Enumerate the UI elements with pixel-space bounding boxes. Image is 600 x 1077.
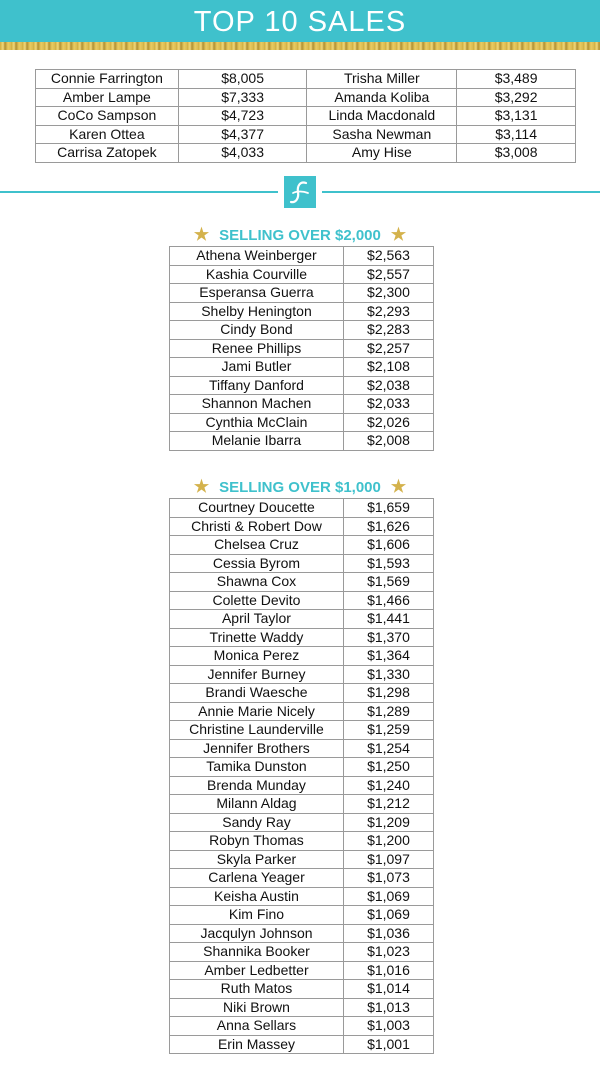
table-row	[170, 610, 434, 629]
seller-name: Cindy Bond	[170, 321, 344, 340]
sales-amount: $1,298	[343, 684, 433, 703]
sales-amount: $1,569	[343, 573, 433, 592]
sales-amount: $1,014	[343, 980, 433, 999]
table-row	[36, 70, 576, 89]
table-row	[170, 943, 434, 962]
seller-name: Trisha Miller	[307, 70, 457, 89]
table-row	[170, 850, 434, 869]
table-row	[170, 702, 434, 721]
table-row	[170, 813, 434, 832]
seller-name: Shannon Machen	[170, 395, 344, 414]
sales-amount: $2,293	[343, 302, 433, 321]
sales-amount: $1,097	[343, 850, 433, 869]
sales-amount: $1,240	[343, 776, 433, 795]
seller-name: Niki Brown	[170, 998, 344, 1017]
section-title-over-2000	[0, 225, 600, 245]
seller-name: Melanie Ibarra	[170, 432, 344, 451]
sales-amount: $1,073	[343, 869, 433, 888]
top-10-table	[35, 69, 576, 163]
sales-amount: $1,330	[343, 665, 433, 684]
table-row	[170, 376, 434, 395]
sales-amount: $3,292	[457, 88, 576, 107]
sales-amount: $1,069	[343, 887, 433, 906]
seller-name: Ruth Matos	[170, 980, 344, 999]
table-row	[170, 554, 434, 573]
sales-amount: $2,283	[343, 321, 433, 340]
sales-amount: $1,003	[343, 1017, 433, 1036]
table-row	[170, 998, 434, 1017]
sales-amount: $3,008	[457, 144, 576, 163]
sales-amount: $1,013	[343, 998, 433, 1017]
table-row	[170, 776, 434, 795]
sales-amount: $1,001	[343, 1035, 433, 1054]
seller-name: Cynthia McClain	[170, 413, 344, 432]
seller-name: Carlena Yeager	[170, 869, 344, 888]
gold-glitter-border	[0, 42, 600, 50]
sales-amount: $1,593	[343, 554, 433, 573]
star-icon: ★	[390, 225, 407, 244]
sales-amount: $3,131	[457, 107, 576, 126]
table-row	[170, 432, 434, 451]
table-row	[170, 684, 434, 703]
table-row	[170, 302, 434, 321]
seller-name: Christine Launderville	[170, 721, 344, 740]
divider-line-right	[322, 191, 600, 193]
sales-amount: $2,300	[343, 284, 433, 303]
seller-name: Shannika Booker	[170, 943, 344, 962]
table-row	[170, 980, 434, 999]
sales-amount: $1,289	[343, 702, 433, 721]
seller-name: Athena Weinberger	[170, 247, 344, 266]
seller-name: Carrisa Zatopek	[36, 144, 179, 163]
seller-name: Jennifer Burney	[170, 665, 344, 684]
table-row	[170, 628, 434, 647]
seller-name: Sandy Ray	[170, 813, 344, 832]
seller-name: Renee Phillips	[170, 339, 344, 358]
seller-name: Brandi Waesche	[170, 684, 344, 703]
table-row	[170, 247, 434, 266]
sales-amount: $1,259	[343, 721, 433, 740]
seller-name: Karen Ottea	[36, 125, 179, 144]
seller-name: Brenda Munday	[170, 776, 344, 795]
sales-amount: $1,466	[343, 591, 433, 610]
sales-amount: $1,016	[343, 961, 433, 980]
sales-amount: $4,723	[178, 107, 307, 126]
seller-name: Chelsea Cruz	[170, 536, 344, 555]
seller-name: Jennifer Brothers	[170, 739, 344, 758]
table-row	[36, 88, 576, 107]
section-title-text: SELLING OVER $1,000	[219, 479, 381, 496]
table-row	[170, 758, 434, 777]
star-icon: ★	[193, 225, 210, 244]
seller-name: Connie Farrington	[36, 70, 179, 89]
sales-amount: $2,008	[343, 432, 433, 451]
seller-name: Jami Butler	[170, 358, 344, 377]
sales-amount: $2,038	[343, 376, 433, 395]
seller-name: Colette Devito	[170, 591, 344, 610]
sales-amount: $1,370	[343, 628, 433, 647]
seller-name: Courtney Doucette	[170, 499, 344, 518]
table-row	[170, 517, 434, 536]
sales-amount: $7,333	[178, 88, 307, 107]
sales-amount: $1,441	[343, 610, 433, 629]
table-row	[170, 321, 434, 340]
divider-line-left	[0, 191, 278, 193]
table-row	[170, 961, 434, 980]
seller-name: Milann Aldag	[170, 795, 344, 814]
page-title: TOP 10 SALES	[0, 0, 600, 42]
seller-name: Monica Perez	[170, 647, 344, 666]
table-row	[170, 906, 434, 925]
seller-name: Kim Fino	[170, 906, 344, 925]
seller-name: Tamika Dunston	[170, 758, 344, 777]
table-row	[170, 536, 434, 555]
seller-name: Sasha Newman	[307, 125, 457, 144]
seller-name: Cessia Byrom	[170, 554, 344, 573]
seller-name: Amber Ledbetter	[170, 961, 344, 980]
table-row	[170, 1035, 434, 1054]
table-row	[170, 887, 434, 906]
table-row	[170, 265, 434, 284]
seller-name: Skyla Parker	[170, 850, 344, 869]
table-row	[170, 284, 434, 303]
sales-amount: $3,114	[457, 125, 576, 144]
table-row	[170, 339, 434, 358]
seller-name: Anna Sellars	[170, 1017, 344, 1036]
sales-amount: $1,209	[343, 813, 433, 832]
sales-amount: $4,377	[178, 125, 307, 144]
table-row	[36, 144, 576, 163]
table-row	[170, 1017, 434, 1036]
table-row	[170, 591, 434, 610]
seller-name: Erin Massey	[170, 1035, 344, 1054]
star-icon: ★	[390, 477, 407, 496]
seller-name: Jacqulyn Johnson	[170, 924, 344, 943]
seller-name: Trinette Waddy	[170, 628, 344, 647]
seller-name: Amanda Koliba	[307, 88, 457, 107]
table-row	[170, 924, 434, 943]
seller-name: Christi & Robert Dow	[170, 517, 344, 536]
table-row	[170, 795, 434, 814]
sales-amount: $2,557	[343, 265, 433, 284]
sales-amount: $2,033	[343, 395, 433, 414]
sales-amount: $2,108	[343, 358, 433, 377]
sales-amount: $2,257	[343, 339, 433, 358]
seller-name: Linda Macdonald	[307, 107, 457, 126]
sales-amount: $1,200	[343, 832, 433, 851]
seller-name: April Taylor	[170, 610, 344, 629]
table-row	[36, 107, 576, 126]
seller-name: Shawna Cox	[170, 573, 344, 592]
seller-name: Amber Lampe	[36, 88, 179, 107]
seller-name: CoCo Sampson	[36, 107, 179, 126]
table-row	[170, 832, 434, 851]
sales-amount: $1,069	[343, 906, 433, 925]
sales-amount: $1,659	[343, 499, 433, 518]
seller-name: Keisha Austin	[170, 887, 344, 906]
table-row	[36, 125, 576, 144]
section-title-over-1000	[0, 477, 600, 497]
sales-amount: $1,626	[343, 517, 433, 536]
seller-name: Esperansa Guerra	[170, 284, 344, 303]
table-row	[170, 413, 434, 432]
sales-amount: $1,023	[343, 943, 433, 962]
seller-name: Robyn Thomas	[170, 832, 344, 851]
table-row	[170, 573, 434, 592]
table-row	[170, 647, 434, 666]
sales-amount: $3,489	[457, 70, 576, 89]
seller-name: Amy Hise	[307, 144, 457, 163]
table-row	[170, 739, 434, 758]
table-row	[170, 721, 434, 740]
sales-amount: $1,212	[343, 795, 433, 814]
sales-amount: $1,036	[343, 924, 433, 943]
sales-amount: $4,033	[178, 144, 307, 163]
table-row	[170, 395, 434, 414]
star-icon: ★	[193, 477, 210, 496]
seller-name: Annie Marie Nicely	[170, 702, 344, 721]
script-f-logo-icon	[284, 176, 316, 208]
sales-amount: $1,250	[343, 758, 433, 777]
sales-amount: $1,254	[343, 739, 433, 758]
sales-amount: $2,026	[343, 413, 433, 432]
over-1000-table	[169, 498, 434, 1054]
sales-amount: $2,563	[343, 247, 433, 266]
table-row	[170, 358, 434, 377]
table-row	[170, 665, 434, 684]
seller-name: Shelby Henington	[170, 302, 344, 321]
sales-amount: $1,606	[343, 536, 433, 555]
sales-amount: $1,364	[343, 647, 433, 666]
table-row	[170, 499, 434, 518]
section-title-text: SELLING OVER $2,000	[219, 227, 381, 244]
seller-name: Tiffany Danford	[170, 376, 344, 395]
table-row	[170, 869, 434, 888]
over-2000-table	[169, 246, 434, 451]
seller-name: Kashia Courville	[170, 265, 344, 284]
sales-amount: $8,005	[178, 70, 307, 89]
